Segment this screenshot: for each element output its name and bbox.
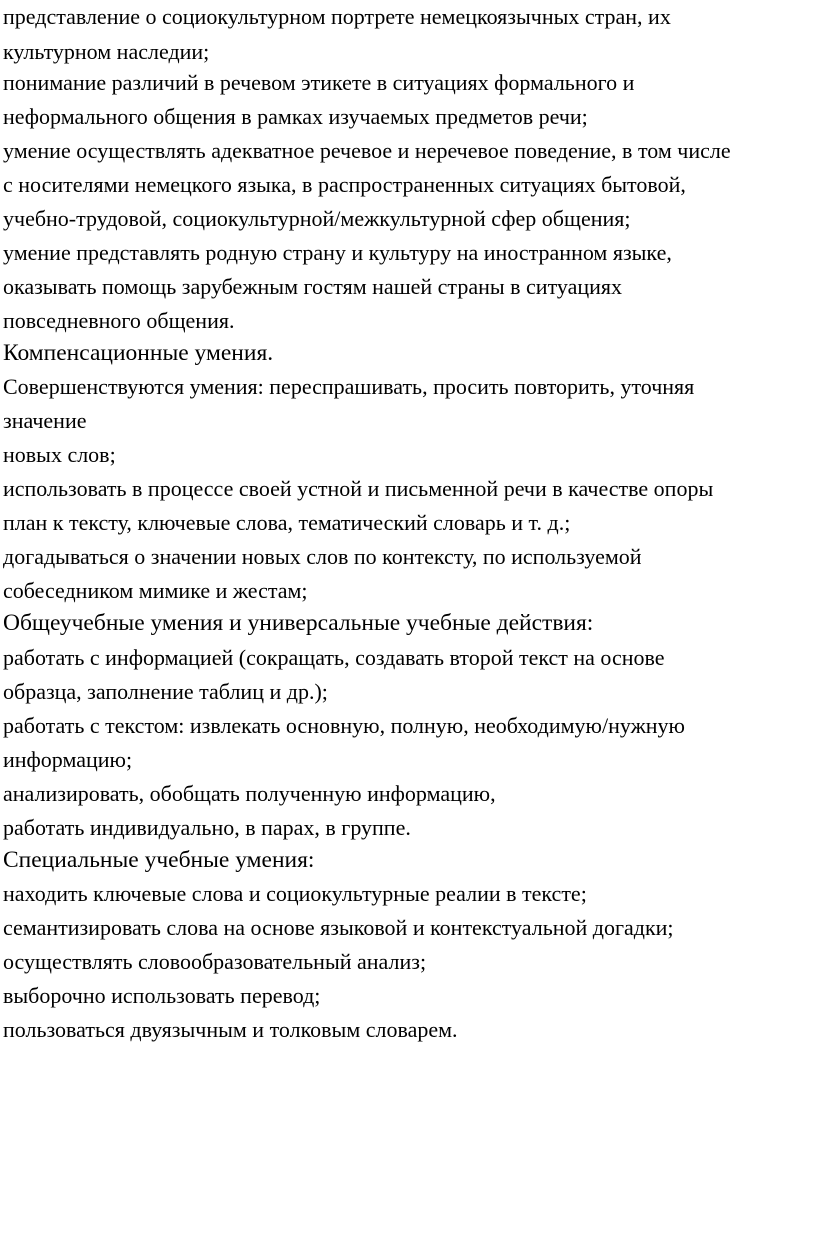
text-line: работать с информацией (сокращать, создавать второй текст на основе [3, 645, 665, 670]
section-heading: Специальные учебные умения: [3, 847, 315, 873]
text-line: повседневного общения. [3, 308, 235, 333]
text-line: с носителями немецкого языка, в распространенных ситуациях бытовой, [3, 172, 686, 197]
text-line: умение представлять родную страну и культуру на иностранном языке, [3, 240, 672, 265]
text-line: значение [3, 408, 87, 433]
text-line: учебно-трудовой, социокультурной/межкультурной сфер общения; [3, 206, 631, 231]
text-line: догадываться о значении новых слов по контексту, по используемой [3, 544, 642, 569]
text-line: оказывать помощь зарубежным гостям нашей страны в ситуациях [3, 274, 623, 299]
text-line: новых слов; [3, 442, 116, 467]
text-line: пользоваться двуязычным и толковым словарем. [3, 1017, 458, 1042]
section-heading: Компенсационные умения. [3, 340, 274, 366]
text-line: собеседником мимике и жестам; [3, 578, 308, 603]
text-line: образца, заполнение таблиц и др.); [3, 679, 328, 704]
text-line: использовать в процессе своей устной и письменной речи в качестве опоры [3, 476, 714, 501]
text-line: работать с текстом: извлекать основную, полную, необходимую/нужную [3, 713, 685, 738]
text-line: понимание различий в речевом этикете в ситуациях формального и [3, 70, 635, 95]
text-line: выборочно использовать перевод; [3, 983, 321, 1008]
text-line: представление о социокультурном портрете немецкоязычных стран, их [3, 4, 671, 29]
text-line: анализировать, обобщать полученную информацию, [3, 781, 496, 806]
text-line: Совершенствуются умения: переспрашивать, просить повторить, уточняя [3, 374, 695, 399]
text-line: культурном наследии; [3, 39, 210, 64]
text-line: неформального общения в рамках изучаемых предметов речи; [3, 104, 588, 129]
text-line: информацию; [3, 747, 133, 772]
text-line: находить ключевые слова и социокультурные реалии в тексте; [3, 881, 587, 906]
section-heading: Общеучебные умения и универсальные учебные действия: [3, 610, 594, 636]
text-line: работать индивидуально, в парах, в группе. [3, 815, 411, 840]
text-line: план к тексту, ключевые слова, тематический словарь и т. д.; [3, 510, 571, 535]
text-line: умение осуществлять адекватное речевое и неречевое поведение, в том числе [3, 138, 731, 163]
text-line: семантизировать слова на основе языковой и контекстуальной догадки; [3, 915, 674, 940]
text-line: осуществлять словообразовательный анализ; [3, 949, 427, 974]
